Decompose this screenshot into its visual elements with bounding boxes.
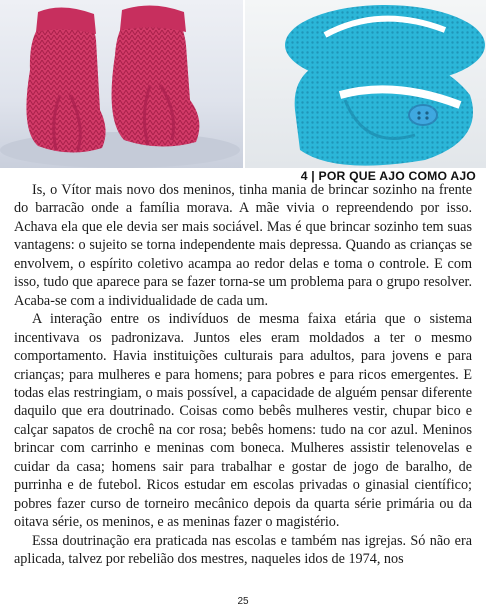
page-number: 25 xyxy=(237,596,249,607)
chapter-header: 4 | POR QUE AJO COMO AJO xyxy=(300,169,476,183)
pink-booties-photo xyxy=(0,0,243,168)
paragraph: Essa doutrinação era praticada nas escolas e também nas igrejas. Só não era aplicada, talvez por rebelião dos mestres, naqueles idos de 1974, nos xyxy=(14,532,472,568)
paragraph: A interação entre os indivíduos de mesma faixa etária que o sistema incentivava os padronizava. Juntos eles eram moldados a ter o mesmo comportamento. Havia instituições culturais para adultos, para jovens e para crianças; para mulheres e para homens; para pobres e para ricos emergentes. E todas elas restringiam, o mais possível, a capacidade de alguém pensar diferente daquilo que era doutrinado. Coisas como bebês mulheres vestir, chupar bico e calçar sapatos de crochê na cor rosa; bebês homens: tudo na cor azul. Meninos brincar com carrinho e meninas com boneca. Mulheres assistir telenovelas e cuidar da casa; homens sair para trabalhar e gostar de jogo de baralho, de purrinha e de futebol. Ricos estudar em escolas privadas o ginasial científico; pobres fazer curso de torneiro mecânico depois da quarta série primária ou da oitava série, os meninos, e as meninas fazer o magistério. xyxy=(14,311,472,531)
chapter-body xyxy=(14,181,472,569)
illustration-photos xyxy=(0,0,486,168)
blue-booties-photo xyxy=(245,0,486,168)
paragraph: Is, o Vítor mais novo dos meninos, tinha mania de brincar sozinho na frente do barracão onde a família morava. A mãe vivia o repreendendo por isso. Achava ela que ele devia ser mais sociável. Mas é que brincar sozinho tem suas vantagens: o sujeito se torna independente mais depressa. Quando as crianças se envolvem, o espírito coletivo acampa ao redor delas e toma o controle. E com isso, tudo que aparece para se fazer torna-se um problema para o grupo resolver. Acaba-se com a individualidade de cada um. xyxy=(14,182,472,309)
